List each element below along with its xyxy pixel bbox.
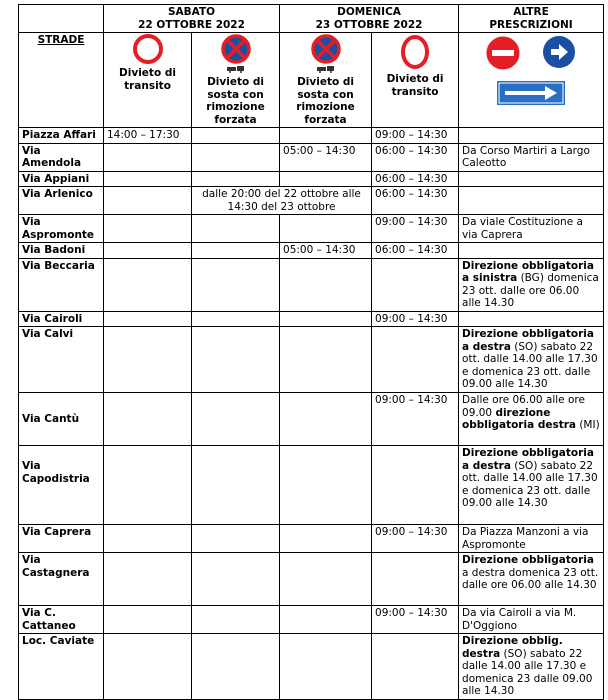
table-row bbox=[19, 143, 604, 171]
sat-transit-cell bbox=[104, 525, 192, 553]
other-cell bbox=[459, 171, 604, 187]
sat-no-parking-header bbox=[192, 33, 280, 128]
sat-transit-cell bbox=[104, 215, 192, 243]
table-row bbox=[19, 393, 604, 446]
mandatory-right-sign-icon bbox=[542, 35, 576, 69]
other-text: (SO) sabato 22 ott. dalle 14.00 alle 17.30 e domenica 23 ott. dalle 09.00 alle 14.30 bbox=[462, 459, 598, 509]
sun-parking-cell bbox=[280, 171, 372, 187]
other-line2: PRESCRIZIONI bbox=[489, 18, 573, 31]
sat-parking-cell bbox=[192, 128, 280, 144]
other-bold-text: Direzione obblig. destra bbox=[462, 635, 563, 660]
sun-parking-cell bbox=[280, 446, 372, 525]
sat-no-transit-header bbox=[104, 33, 192, 128]
sunday-date: 23 OTTOBRE 2022 bbox=[315, 18, 423, 31]
no-transit-label: Divieto di transito bbox=[119, 67, 176, 92]
sunday-header bbox=[280, 5, 459, 33]
sat-parking-cell bbox=[192, 606, 280, 634]
street-name: Via Beccaria bbox=[19, 258, 104, 311]
other-cell bbox=[459, 634, 604, 700]
other-cell: Da Corso Martiri a Largo Caleotto bbox=[459, 143, 604, 171]
sat-transit-cell bbox=[104, 606, 192, 634]
table-row bbox=[19, 525, 604, 553]
sun-parking-cell bbox=[280, 311, 372, 327]
sat-parking-cell bbox=[192, 311, 280, 327]
tow-truck-icon bbox=[316, 65, 336, 73]
other-cell bbox=[459, 393, 604, 446]
other-cell bbox=[459, 311, 604, 327]
table-row bbox=[19, 243, 604, 259]
saturday-header bbox=[104, 5, 280, 33]
sat-transit-cell bbox=[104, 258, 192, 311]
table-row bbox=[19, 311, 604, 327]
sun-transit-cell: 09:00 – 14:30 bbox=[372, 525, 459, 553]
header-row-signs bbox=[19, 33, 604, 128]
sat-transit-cell bbox=[104, 187, 192, 215]
table-row bbox=[19, 606, 604, 634]
sun-parking-cell bbox=[280, 215, 372, 243]
tow-truck-icon bbox=[226, 65, 246, 73]
other-cell bbox=[459, 128, 604, 144]
other-cell bbox=[459, 327, 604, 393]
direction-arrow-sign-icon bbox=[497, 81, 565, 105]
other-text: a destra domenica 23 ott. dalle ore 06.00 alle 14.30 bbox=[462, 566, 599, 591]
street-name: Via Calvi bbox=[19, 327, 104, 393]
other-text: (MI) bbox=[576, 419, 600, 431]
sun-parking-cell bbox=[280, 258, 372, 311]
other-cell bbox=[459, 187, 604, 215]
other-cell bbox=[459, 446, 604, 525]
sun-transit-cell bbox=[372, 327, 459, 393]
other-line1: ALTRE bbox=[513, 6, 549, 18]
table-row bbox=[19, 258, 604, 311]
sat-parking-cell bbox=[192, 258, 280, 311]
streets-header: STRADE bbox=[19, 33, 104, 128]
no-transit-sign-icon bbox=[400, 34, 430, 70]
no-entry-sign-icon bbox=[485, 35, 521, 71]
sat-parking-cell bbox=[192, 634, 280, 700]
other-cell bbox=[459, 553, 604, 606]
street-name: Via Cantù bbox=[19, 393, 104, 446]
no-transit-label: Divieto di transito bbox=[386, 73, 444, 98]
other-bold-text: Direzione obbligatoria bbox=[462, 554, 594, 566]
no-parking-sign-icon bbox=[311, 34, 341, 64]
table-row bbox=[19, 446, 604, 525]
sat-parking-cell bbox=[192, 446, 280, 525]
sat-transit-cell bbox=[104, 553, 192, 606]
street-name: Via Aspromonte bbox=[19, 215, 104, 243]
parking-span-cell: dalle 20:00 del 22 ottobre alle 14:30 del 23 ottobre bbox=[192, 187, 372, 215]
street-name: Via Arlenico bbox=[19, 187, 104, 215]
sat-parking-cell bbox=[192, 553, 280, 606]
sun-no-transit-header bbox=[372, 33, 459, 128]
other-text: (BG) domenica 23 ott. dalle ore 06.00 alle 14.30 bbox=[462, 272, 599, 309]
other-bold-text: Direzione obbligatoria a destra bbox=[462, 328, 594, 353]
sun-parking-cell bbox=[280, 553, 372, 606]
other-cell: Da viale Costituzione a via Caprera bbox=[459, 215, 604, 243]
other-text: (SO) sabato 22 dalle 14.00 alle 17.30 e domenica 23 dalle 09.00 alle 14.30 bbox=[462, 647, 593, 697]
no-parking-label: Divieto di sosta con rimozione forzata bbox=[296, 76, 355, 126]
sat-transit-cell bbox=[104, 171, 192, 187]
street-name: Via Capodistria bbox=[19, 446, 104, 525]
sun-parking-cell bbox=[280, 525, 372, 553]
sun-transit-cell: 09:00 – 14:30 bbox=[372, 128, 459, 144]
sat-transit-cell bbox=[104, 634, 192, 700]
sun-parking-cell bbox=[280, 634, 372, 700]
sat-transit-cell bbox=[104, 143, 192, 171]
sat-transit-cell bbox=[104, 393, 192, 446]
table-row bbox=[19, 128, 604, 144]
sat-parking-cell bbox=[192, 215, 280, 243]
saturday-day: SABATO bbox=[167, 6, 216, 18]
no-parking-sign-icon bbox=[221, 34, 251, 64]
sun-transit-cell: 09:00 – 14:30 bbox=[372, 393, 459, 446]
sat-parking-cell bbox=[192, 143, 280, 171]
sun-parking-cell: 05:00 – 14:30 bbox=[280, 243, 372, 259]
sun-no-parking-header bbox=[280, 33, 372, 128]
sun-transit-cell bbox=[372, 258, 459, 311]
other-bold-text: direzione obbligatoria destra bbox=[462, 406, 576, 431]
sun-parking-cell bbox=[280, 393, 372, 446]
sat-transit-cell bbox=[104, 243, 192, 259]
other-text: (SO) sabato 22 ott. dalle 14.00 alle 17.30 e domenica 23 ott. dalle 09.00 alle 14.30 bbox=[462, 340, 598, 390]
sat-transit-cell bbox=[104, 311, 192, 327]
table-row bbox=[19, 171, 604, 187]
sat-parking-cell bbox=[192, 171, 280, 187]
sun-transit-cell: 06:00 – 14:30 bbox=[372, 143, 459, 171]
sat-transit-cell bbox=[104, 327, 192, 393]
other-pre-text: Dalle ore 06.00 alle ore 09.00 bbox=[462, 394, 585, 419]
sun-transit-cell: 09:00 – 14:30 bbox=[372, 311, 459, 327]
sat-transit-cell bbox=[104, 446, 192, 525]
other-bold-text: Direzione obbligatoria a sinistra bbox=[462, 259, 594, 284]
sat-parking-cell bbox=[192, 393, 280, 446]
other-cell: Da Piazza Manzoni a via Aspromonte bbox=[459, 525, 604, 553]
other-header bbox=[459, 5, 604, 33]
header-row-days bbox=[19, 5, 604, 33]
other-bold-text: Direzione obbligatoria a destra bbox=[462, 447, 594, 472]
street-name: Via Cairoli bbox=[19, 311, 104, 327]
other-cell: Da via Cairoli a via M. D'Oggiono bbox=[459, 606, 604, 634]
table-row bbox=[19, 553, 604, 606]
sat-parking-cell bbox=[192, 327, 280, 393]
sunday-day: DOMENICA bbox=[337, 6, 401, 18]
ordinance-table bbox=[18, 4, 604, 700]
sun-parking-cell bbox=[280, 128, 372, 144]
no-transit-sign-icon bbox=[133, 34, 163, 64]
other-cell bbox=[459, 243, 604, 259]
table-row bbox=[19, 187, 604, 215]
table-row bbox=[19, 634, 604, 700]
sun-parking-cell: 05:00 – 14:30 bbox=[280, 143, 372, 171]
sun-parking-cell bbox=[280, 327, 372, 393]
other-signs-header bbox=[459, 33, 604, 128]
sun-transit-cell bbox=[372, 553, 459, 606]
sun-parking-cell bbox=[280, 606, 372, 634]
header-empty-corner bbox=[19, 5, 104, 33]
street-name: Via Badoni bbox=[19, 243, 104, 259]
street-name: Via C. Cattaneo bbox=[19, 606, 104, 634]
sun-transit-cell: 06:00 – 14:30 bbox=[372, 243, 459, 259]
sun-transit-cell: 09:00 – 14:30 bbox=[372, 215, 459, 243]
sat-parking-cell bbox=[192, 243, 280, 259]
sun-transit-cell bbox=[372, 446, 459, 525]
sat-transit-cell: 14:00 – 17:30 bbox=[104, 128, 192, 144]
saturday-date: 22 OTTOBRE 2022 bbox=[138, 18, 245, 31]
sun-transit-cell: 09:00 – 14:30 bbox=[372, 606, 459, 634]
sun-transit-cell: 06:00 – 14:30 bbox=[372, 171, 459, 187]
other-cell bbox=[459, 258, 604, 311]
street-name: Via Appiani bbox=[19, 171, 104, 187]
street-name: Via Castagnera bbox=[19, 553, 104, 606]
no-parking-label: Divieto di sosta con rimozione forzata bbox=[206, 76, 265, 126]
table-row bbox=[19, 215, 604, 243]
sun-transit-cell bbox=[372, 634, 459, 700]
street-name: Loc. Caviate bbox=[19, 634, 104, 700]
street-name: Piazza Affari bbox=[19, 128, 104, 144]
street-name: Via Caprera bbox=[19, 525, 104, 553]
table-row bbox=[19, 327, 604, 393]
street-name: Via Amendola bbox=[19, 143, 104, 171]
sat-parking-cell bbox=[192, 525, 280, 553]
sun-transit-cell: 06:00 – 14:30 bbox=[372, 187, 459, 215]
